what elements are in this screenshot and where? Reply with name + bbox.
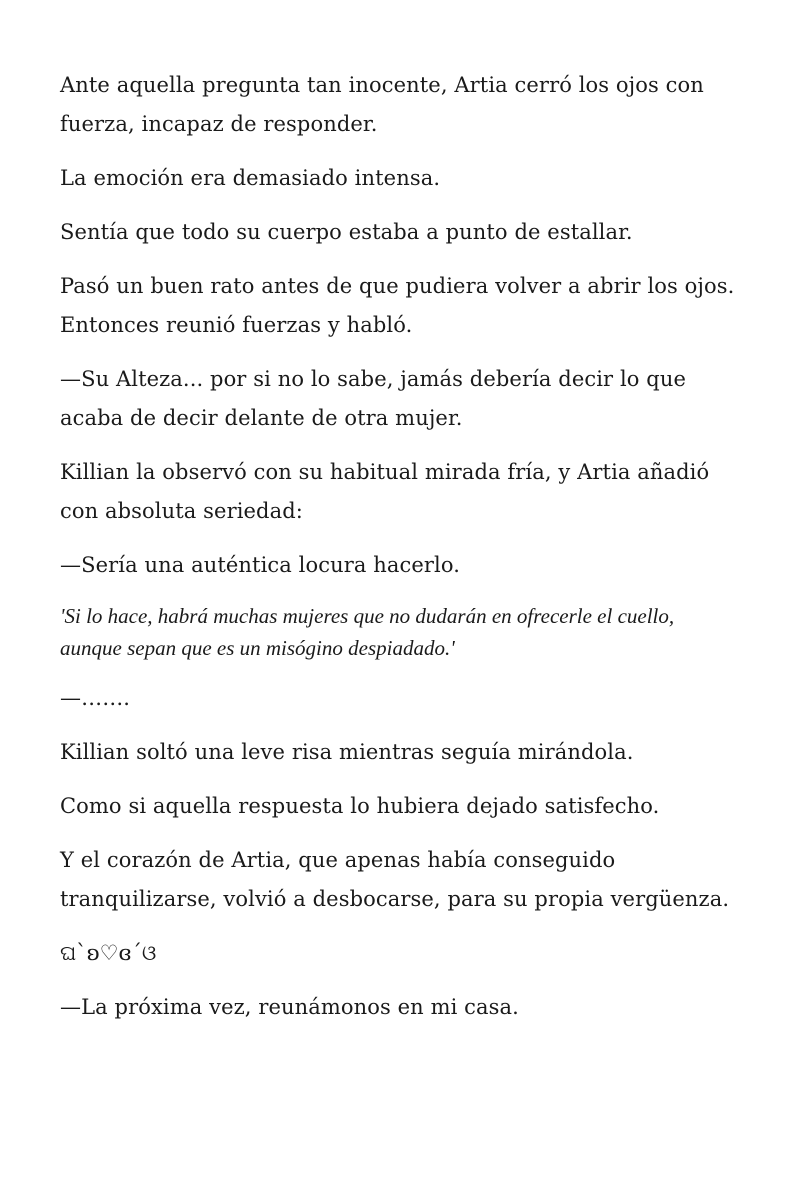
- paragraph: Ante aquella pregunta tan inocente, Artia cerró los ojos con fuerza, incapaz de responder.: [60, 73, 704, 136]
- paragraph: Killian soltó una leve risa mientras seguía mirándola.: [60, 740, 634, 764]
- dialogue-paragraph: —La próxima vez, reunámonos en mi casa.: [60, 995, 519, 1019]
- inner-thought-paragraph: 'Si lo hace, habrá muchas mujeres que no dudarán en ofrecerle el cuello, aunque sepan que es un misógino despiadado.': [60, 604, 675, 660]
- paragraph: La emoción era demasiado intensa.: [60, 166, 441, 190]
- paragraph: Y el corazón de Artia, que apenas había conseguido tranquilizarse, volvió a desbocarse, para su propia vergüenza.: [60, 848, 730, 911]
- dialogue-paragraph: —Su Alteza... por si no lo sabe, jamás debería decir lo que acaba de decir delante de otra mujer.: [60, 367, 686, 430]
- paragraph: Como si aquella respuesta lo hubiera dejado satisfecho.: [60, 794, 660, 818]
- dialogue-paragraph: —Sería una auténtica locura hacerlo.: [60, 553, 460, 577]
- dialogue-paragraph: —…….: [60, 686, 131, 710]
- paragraph: Pasó un buen rato antes de que pudiera volver a abrir los ojos. Entonces reunió fuerzas y habló.: [60, 274, 735, 337]
- heart-emoticon: ଘ`ʚ♡ɞ´ଓ: [60, 941, 157, 965]
- paragraph: Sentía que todo su cuerpo estaba a punto de estallar.: [60, 220, 633, 244]
- paragraph: Killian la observó con su habitual mirada fría, y Artia añadió con absoluta seriedad:: [60, 460, 710, 523]
